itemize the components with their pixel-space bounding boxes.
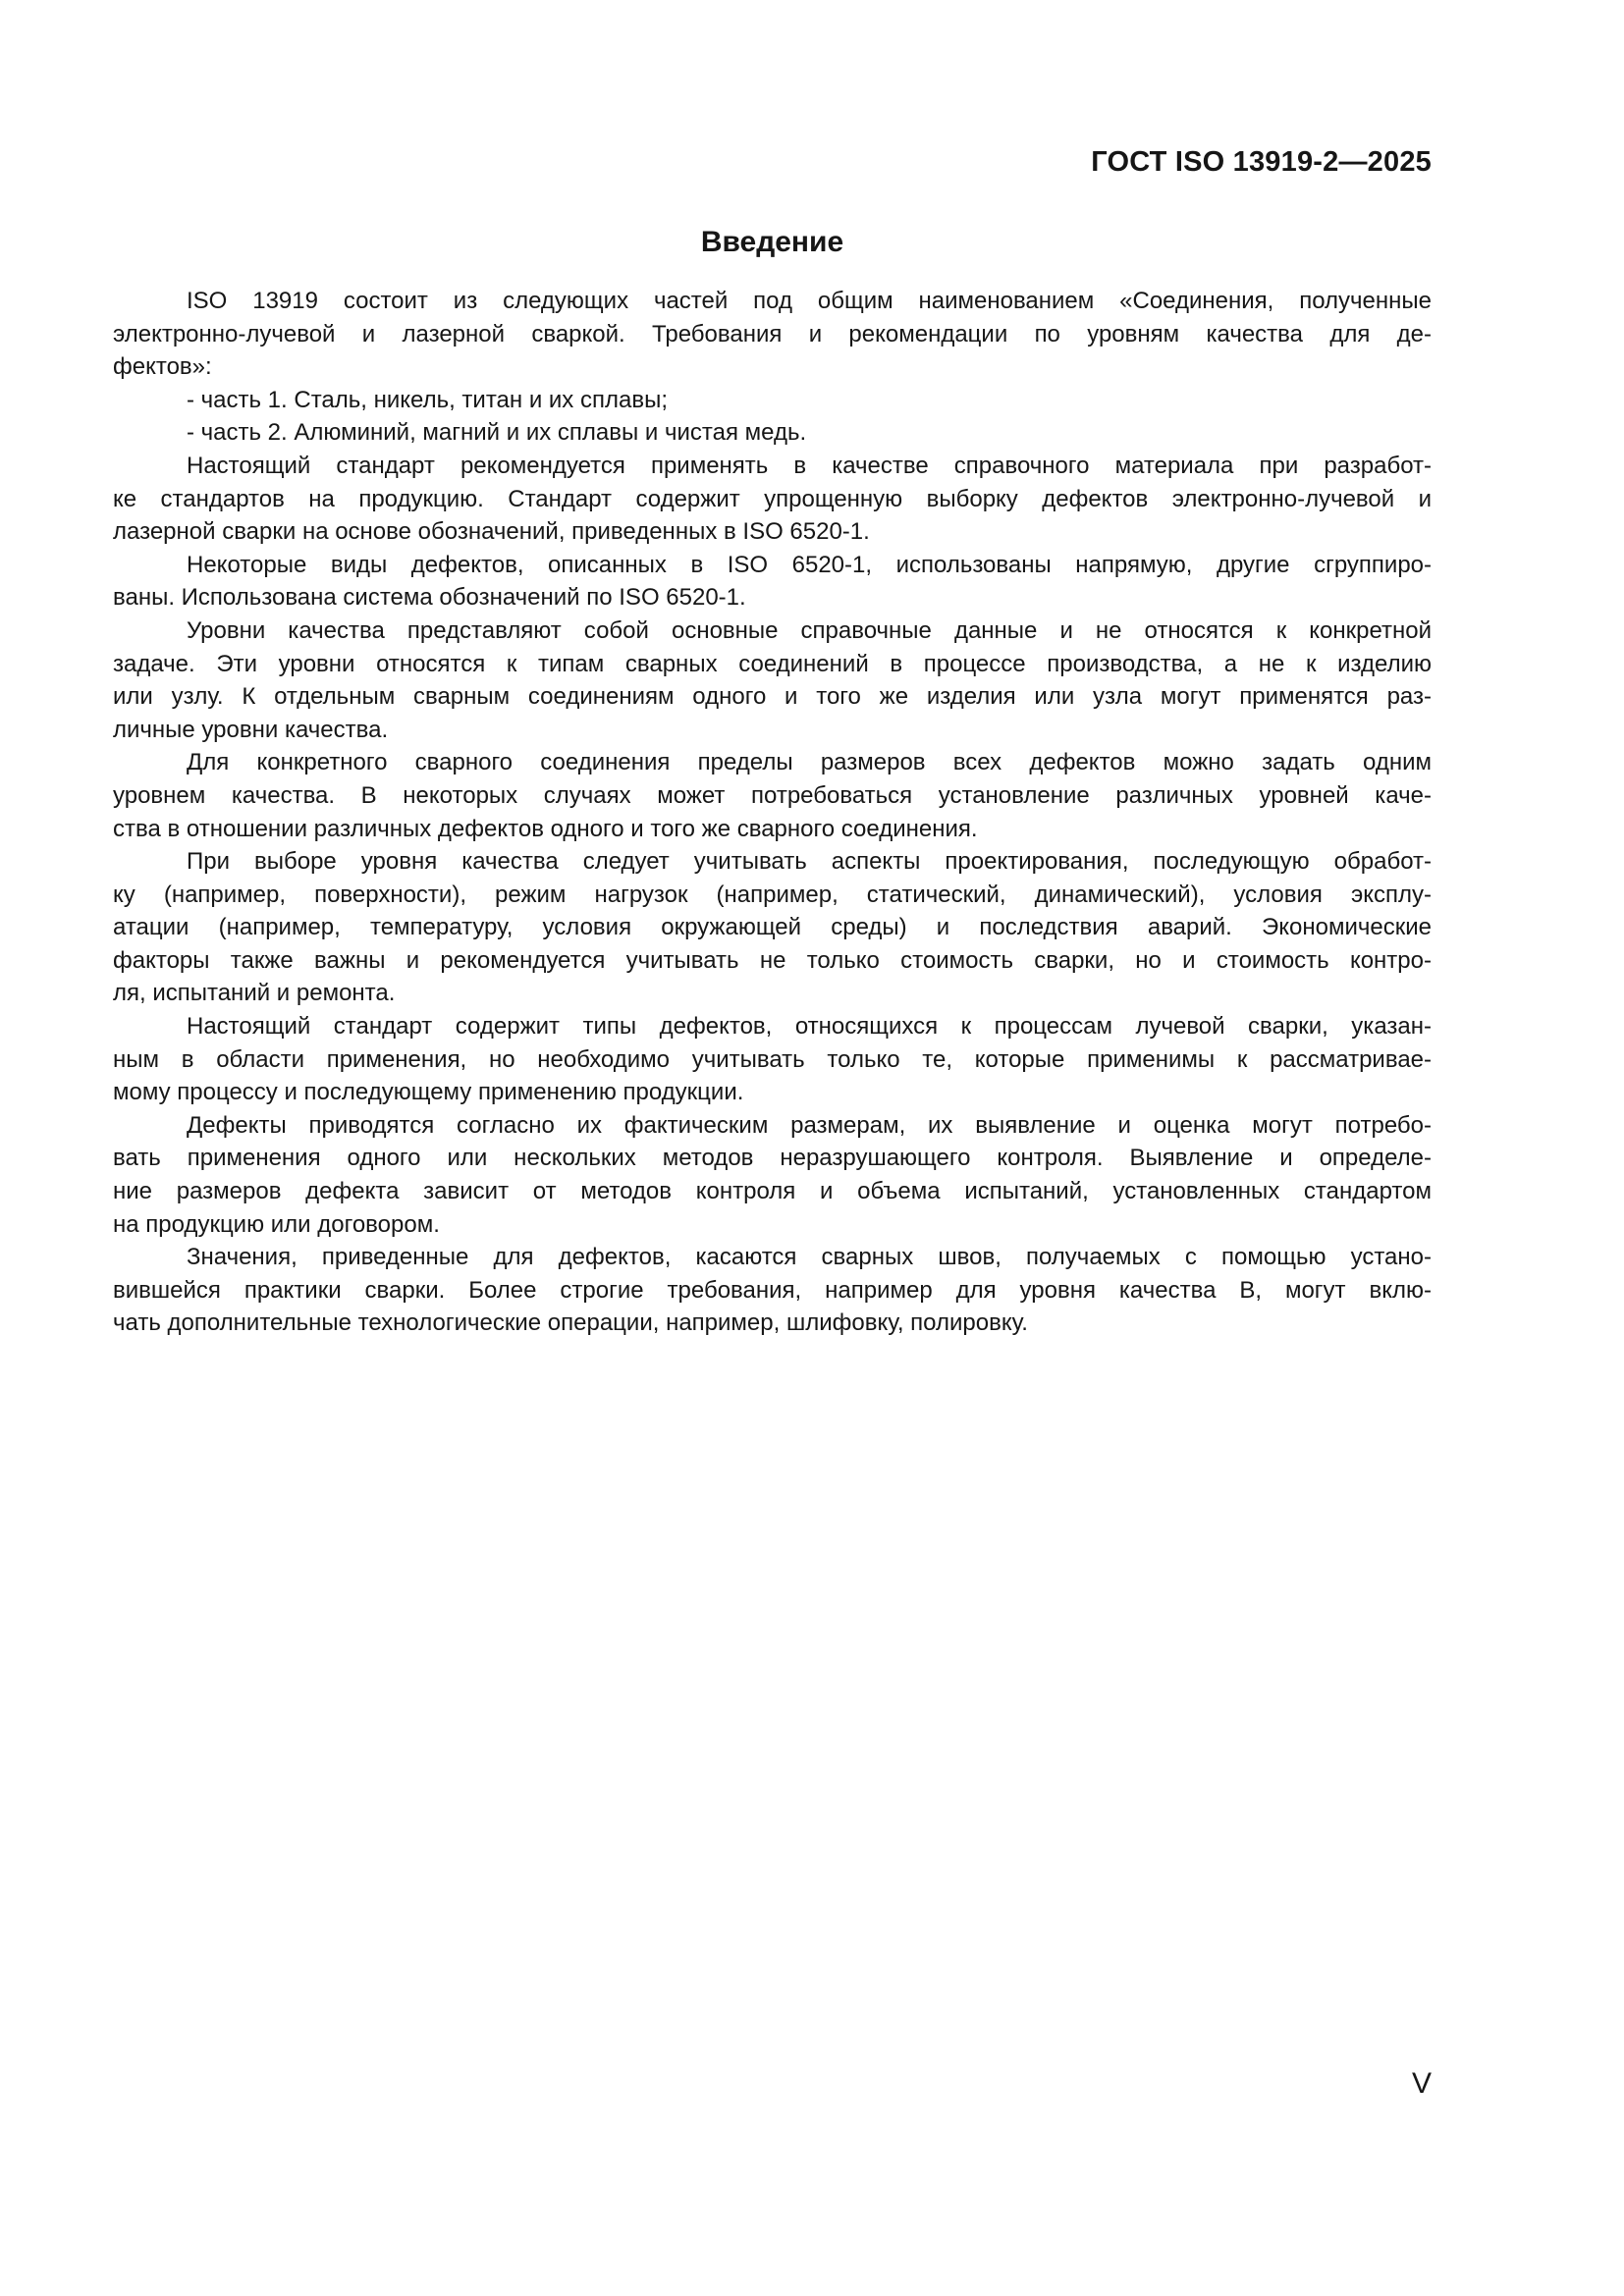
- text-line: вившейся практики сварки. Более строгие требования, например для уровня качества B, могут вклю-: [113, 1276, 1432, 1304]
- text-line: Для конкретного сварного соединения пределы размеров всех дефектов можно задать одним: [187, 749, 1432, 776]
- list-item: [113, 384, 1432, 417]
- text-line: мому процессу и последующему применению продукции.: [113, 1079, 744, 1106]
- document-code-header: ГОСТ ISO 13919-2—2025: [1091, 146, 1432, 178]
- text-line: ля, испытаний и ремонта.: [113, 980, 396, 1007]
- text-line: При выборе уровня качества следует учитывать аспекты проектирования, последующую обработ-: [187, 848, 1432, 876]
- text-line: лазерной сварки на основе обозначений, приведенных в ISO 6520-1.: [113, 518, 870, 546]
- text-line: Значения, приведенные для дефектов, касаются сварных швов, получаемых с помощью устано-: [187, 1244, 1432, 1271]
- text-line: ным в области применения, но необходимо учитывать только те, которые применимы к рассматривае-: [113, 1045, 1432, 1073]
- text-line: Настоящий стандарт рекомендуется применять в качестве справочного материала при разработ-: [187, 452, 1432, 479]
- body-text: [113, 285, 1432, 1340]
- text-line: Некоторые виды дефектов, описанных в ISO 6520-1, использованы напрямую, другие сгруппиро-: [187, 551, 1432, 578]
- text-line: ку (например, поверхности), режим нагрузок (например, статический, динамический), условия эксплу-: [113, 881, 1432, 908]
- page-number: V: [1411, 2067, 1432, 2100]
- text-line: чать дополнительные технологические операции, например, шлифовку, полировку.: [113, 1309, 1028, 1337]
- paragraph: [113, 614, 1432, 746]
- text-line: - часть 2. Алюминий, магний и их сплавы и чистая медь.: [187, 419, 807, 447]
- text-line: ке стандартов на продукцию. Стандарт содержит упрощенную выборку дефектов электронно-лучевой и: [113, 485, 1432, 512]
- text-line: Дефекты приводятся согласно их фактическим размерам, их выявление и оценка могут потребо-: [187, 1111, 1432, 1139]
- text-line: вать применения одного или нескольких методов неразрушающего контроля. Выявление и определе-: [113, 1145, 1432, 1172]
- paragraph: [113, 285, 1432, 384]
- list-item: [113, 416, 1432, 450]
- text-line: личные уровни качества.: [113, 716, 389, 743]
- text-line: ISO 13919 состоит из следующих частей под общим наименованием «Соединения, полученные: [187, 288, 1432, 314]
- text-line: Настоящий стандарт содержит типы дефектов, относящихся к процессам лучевой сварки, указан-: [187, 1013, 1432, 1041]
- paragraph: [113, 746, 1432, 845]
- text-line: задаче. Эти уровни относятся к типам сварных соединений в процессе производства, а не к изделию: [113, 650, 1432, 677]
- text-line: ваны. Использована система обозначений по ISO 6520-1.: [113, 584, 746, 612]
- text-line: факторы также важны и рекомендуется учитывать не только стоимость сварки, но и стоимость контро-: [113, 946, 1432, 974]
- text-line: на продукцию или договором.: [113, 1210, 440, 1238]
- text-line: ние размеров дефекта зависит от методов контроля и объема испытаний, установленных стандартом: [113, 1178, 1432, 1205]
- text-line: - часть 1. Сталь, никель, титан и их сплавы;: [187, 386, 668, 413]
- paragraph: [113, 1241, 1432, 1340]
- text-line: или узлу. К отдельным сварным соединениям одного и того же изделия или узла могут применятся раз-: [113, 683, 1432, 711]
- paragraph: [113, 1109, 1432, 1241]
- text-line: атации (например, температуру, условия окружающей среды) и последствия аварий. Экономические: [113, 914, 1432, 941]
- page-title: Введение: [700, 226, 844, 258]
- paragraph: [113, 1010, 1432, 1109]
- text-line: фектов»:: [113, 353, 212, 381]
- paragraph: [113, 845, 1432, 1010]
- paragraph: [113, 549, 1432, 614]
- paragraph: [113, 450, 1432, 549]
- text-line: ства в отношении различных дефектов одного и того же сварного соединения.: [113, 815, 978, 842]
- text-line: уровнем качества. В некоторых случаях может потребоваться установление различных уровней каче-: [113, 781, 1432, 809]
- text-line: Уровни качества представляют собой основные справочные данные и не относятся к конкретной: [187, 616, 1432, 644]
- text-line: электронно-лучевой и лазерной сваркой. Требования и рекомендации по уровням качества для де-: [113, 320, 1432, 347]
